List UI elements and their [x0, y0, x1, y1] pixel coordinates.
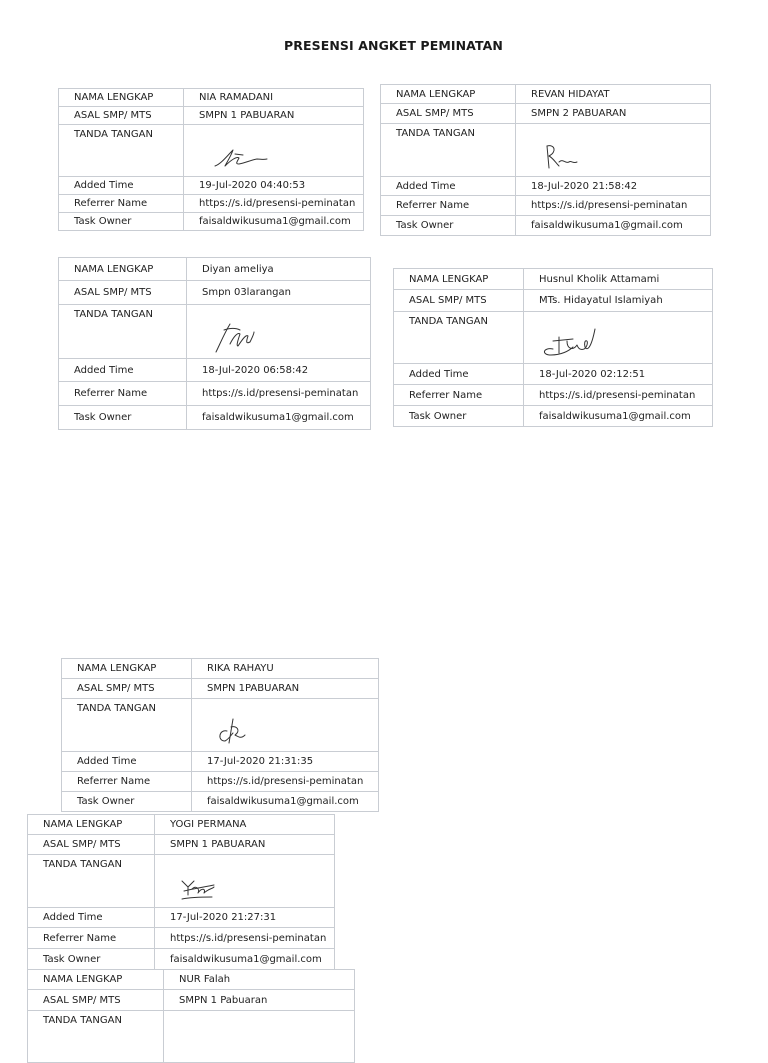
- signature-image: [215, 717, 249, 747]
- label-task-owner: Task Owner: [28, 949, 155, 970]
- value-nama-lengkap: NUR Falah: [164, 970, 355, 990]
- label-added-time: Added Time: [59, 177, 184, 195]
- value-nama-lengkap: RIKA RAHAYU: [192, 659, 379, 679]
- attendance-card: [27, 814, 335, 970]
- signature-cell: [524, 312, 713, 364]
- value-task-owner: faisaldwikusuma1@gmail.com: [192, 792, 379, 812]
- label-tanda-tangan: TANDA TANGAN: [28, 1011, 164, 1063]
- value-referrer-name: https://s.id/presensi-peminatan: [524, 385, 713, 406]
- signature-cell: [516, 124, 711, 177]
- value-asal-sekolah: SMPN 1 Pabuaran: [164, 990, 355, 1011]
- label-task-owner: Task Owner: [62, 792, 192, 812]
- value-referrer-name: https://s.id/presensi-peminatan: [516, 196, 711, 216]
- signature-cell: [155, 855, 335, 908]
- value-asal-sekolah: SMPN 2 PABUARAN: [516, 104, 711, 124]
- label-referrer-name: Referrer Name: [59, 382, 187, 406]
- value-added-time: 17-Jul-2020 21:31:35: [192, 752, 379, 772]
- signature-cell: [164, 1011, 355, 1063]
- page-title: PRESENSI ANGKET PEMINATAN: [284, 38, 503, 53]
- value-task-owner: faisaldwikusuma1@gmail.com: [155, 949, 335, 970]
- label-referrer-name: Referrer Name: [381, 196, 516, 216]
- label-nama-lengkap: NAMA LENGKAP: [394, 269, 524, 290]
- label-tanda-tangan: TANDA TANGAN: [381, 124, 516, 177]
- value-added-time: 18-Jul-2020 06:58:42: [187, 359, 371, 382]
- value-task-owner: faisaldwikusuma1@gmail.com: [516, 216, 711, 236]
- label-asal-sekolah: ASAL SMP/ MTS: [381, 104, 516, 124]
- label-nama-lengkap: NAMA LENGKAP: [28, 970, 164, 990]
- value-asal-sekolah: MTs. Hidayatul Islamiyah: [524, 290, 713, 312]
- value-added-time: 19-Jul-2020 04:40:53: [184, 177, 364, 195]
- value-added-time: 18-Jul-2020 21:58:42: [516, 177, 711, 196]
- value-nama-lengkap: NIA RAMADANI: [184, 89, 364, 107]
- label-added-time: Added Time: [62, 752, 192, 772]
- value-asal-sekolah: SMPN 1 PABUARAN: [184, 107, 364, 125]
- signature-image: [539, 325, 603, 359]
- label-added-time: Added Time: [59, 359, 187, 382]
- signature-cell: [184, 125, 364, 177]
- label-asal-sekolah: ASAL SMP/ MTS: [59, 107, 184, 125]
- label-added-time: Added Time: [394, 364, 524, 385]
- label-task-owner: Task Owner: [394, 406, 524, 427]
- signature-image: [178, 875, 218, 903]
- attendance-card: [393, 268, 713, 427]
- attendance-card: [61, 658, 379, 812]
- label-nama-lengkap: NAMA LENGKAP: [59, 258, 187, 281]
- signature-image: [213, 146, 273, 172]
- label-asal-sekolah: ASAL SMP/ MTS: [28, 990, 164, 1011]
- signature-image: [541, 142, 581, 172]
- value-nama-lengkap: REVAN HIDAYAT: [516, 85, 711, 104]
- label-task-owner: Task Owner: [59, 406, 187, 430]
- label-tanda-tangan: TANDA TANGAN: [394, 312, 524, 364]
- value-added-time: 18-Jul-2020 02:12:51: [524, 364, 713, 385]
- signature-cell: [187, 305, 371, 359]
- label-tanda-tangan: TANDA TANGAN: [28, 855, 155, 908]
- label-nama-lengkap: NAMA LENGKAP: [59, 89, 184, 107]
- value-asal-sekolah: Smpn 03larangan: [187, 281, 371, 305]
- label-nama-lengkap: NAMA LENGKAP: [381, 85, 516, 104]
- label-asal-sekolah: ASAL SMP/ MTS: [394, 290, 524, 312]
- value-task-owner: faisaldwikusuma1@gmail.com: [524, 406, 713, 427]
- signature-image: [210, 322, 260, 354]
- value-nama-lengkap: Husnul Kholik Attamami: [524, 269, 713, 290]
- value-referrer-name: https://s.id/presensi-peminatan: [192, 772, 379, 792]
- attendance-card: [58, 88, 364, 231]
- label-nama-lengkap: NAMA LENGKAP: [28, 815, 155, 835]
- label-tanda-tangan: TANDA TANGAN: [59, 125, 184, 177]
- label-added-time: Added Time: [28, 908, 155, 928]
- value-asal-sekolah: SMPN 1PABUARAN: [192, 679, 379, 699]
- label-tanda-tangan: TANDA TANGAN: [59, 305, 187, 359]
- label-tanda-tangan: TANDA TANGAN: [62, 699, 192, 752]
- value-referrer-name: https://s.id/presensi-peminatan: [155, 928, 335, 949]
- label-referrer-name: Referrer Name: [28, 928, 155, 949]
- attendance-card: [380, 84, 711, 236]
- label-asal-sekolah: ASAL SMP/ MTS: [62, 679, 192, 699]
- label-referrer-name: Referrer Name: [394, 385, 524, 406]
- value-added-time: 17-Jul-2020 21:27:31: [155, 908, 335, 928]
- value-task-owner: faisaldwikusuma1@gmail.com: [184, 213, 364, 231]
- value-nama-lengkap: Diyan ameliya: [187, 258, 371, 281]
- label-nama-lengkap: NAMA LENGKAP: [62, 659, 192, 679]
- label-added-time: Added Time: [381, 177, 516, 196]
- attendance-card: [27, 969, 355, 1063]
- label-asal-sekolah: ASAL SMP/ MTS: [28, 835, 155, 855]
- value-nama-lengkap: YOGI PERMANA: [155, 815, 335, 835]
- label-task-owner: Task Owner: [381, 216, 516, 236]
- label-referrer-name: Referrer Name: [59, 195, 184, 213]
- label-referrer-name: Referrer Name: [62, 772, 192, 792]
- label-task-owner: Task Owner: [59, 213, 184, 231]
- signature-cell: [192, 699, 379, 752]
- value-task-owner: faisaldwikusuma1@gmail.com: [187, 406, 371, 430]
- value-referrer-name: https://s.id/presensi-peminatan: [184, 195, 364, 213]
- label-asal-sekolah: ASAL SMP/ MTS: [59, 281, 187, 305]
- value-asal-sekolah: SMPN 1 PABUARAN: [155, 835, 335, 855]
- value-referrer-name: https://s.id/presensi-peminatan: [187, 382, 371, 406]
- attendance-card: [58, 257, 371, 430]
